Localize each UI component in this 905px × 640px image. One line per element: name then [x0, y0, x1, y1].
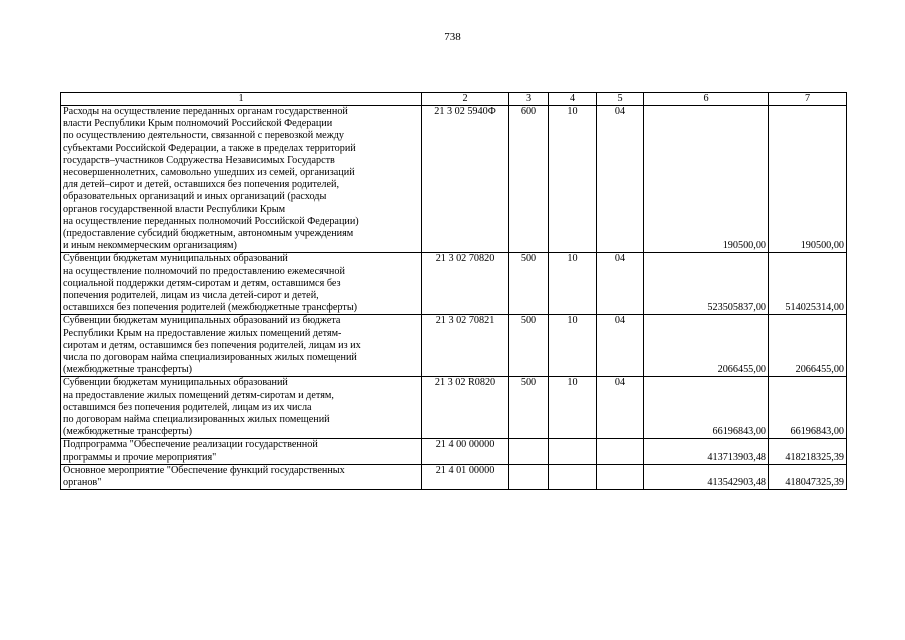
- row-subsection: [597, 439, 644, 464]
- row-section: 10: [549, 106, 597, 253]
- table-row: [61, 106, 847, 253]
- header-cell-5: 5: [597, 93, 644, 106]
- row-expense-type: 500: [509, 315, 549, 377]
- row-amount-col6: 2066455,00: [644, 315, 769, 377]
- row-expense-type: 500: [509, 253, 549, 315]
- row-target-code: 21 3 02 70821: [422, 315, 509, 377]
- row-section: [549, 439, 597, 464]
- row-subsection: 04: [597, 106, 644, 253]
- row-description: Подпрограмма "Обеспечение реализации государственной программы и прочие мероприятия": [61, 439, 422, 464]
- row-target-code: 21 3 02 70820: [422, 253, 509, 315]
- page-number: 738: [444, 31, 461, 43]
- row-expense-type: [509, 464, 549, 489]
- table-row: [61, 377, 847, 439]
- row-amount-col7: 2066455,00: [769, 315, 847, 377]
- row-amount-col7: 190500,00: [769, 106, 847, 253]
- table-row: [61, 464, 847, 489]
- row-target-code: 21 3 02 5940Ф: [422, 106, 509, 253]
- row-section: 10: [549, 377, 597, 439]
- row-description: Субвенции бюджетам муниципальных образований на осуществление полномочий по предоставлению ежемесячной социальной поддержки детям-сиротам и детям, оставшимся без попечения родителей, лицам из числа детей-сирот и детей, оставшихся без попечения родителей (межбюджетные трансферты): [61, 253, 422, 315]
- row-section: 10: [549, 253, 597, 315]
- table-row: [61, 253, 847, 315]
- header-cell-4: 4: [549, 93, 597, 106]
- row-amount-col7: 418218325,39: [769, 439, 847, 464]
- row-amount-col7: 514025314,00: [769, 253, 847, 315]
- row-subsection: 04: [597, 377, 644, 439]
- table-header-row: [61, 93, 847, 106]
- row-amount-col6: 66196843,00: [644, 377, 769, 439]
- row-description: Субвенции бюджетам муниципальных образований из бюджета Республики Крым на предоставление жилых помещений детям- сиротам и детям, оставшимся без попечения родителей, лицам из их числа по договорам найма специализированных жилых помещений (межбюджетные трансферты): [61, 315, 422, 377]
- header-cell-3: 3: [509, 93, 549, 106]
- table-row: [61, 315, 847, 377]
- row-expense-type: [509, 439, 549, 464]
- row-expense-type: 600: [509, 106, 549, 253]
- row-amount-col7: 66196843,00: [769, 377, 847, 439]
- row-description: Субвенции бюджетам муниципальных образований на предоставление жилых помещений детям-сиротам и детям, оставшимся без попечения родителей, лицам из их числа по договорам найма специализированных жилых помещений (межбюджетные трансферты): [61, 377, 422, 439]
- row-expense-type: 500: [509, 377, 549, 439]
- budget-table: [60, 92, 847, 490]
- row-target-code: 21 4 00 00000: [422, 439, 509, 464]
- row-description: Расходы на осуществление переданных органам государственной власти Республики Крым полномочий Российской Федерации по осуществлению деятельности, связанной с перевозкой между субъектами Российской Федерации, а также в пределах территорий государств–участников Содружества Независимых Государств несовершеннолетних, самовольно ушедших из семей, организаций для детей–сирот и детей, оставшихся без попечения родителей, образовательных организаций и иных организаций (расходы органов государственной власти Республики Крым на осуществление переданных полномочий Российской Федерации) (предоставление субсидий бюджетным, автономным учреждениям и иным некоммерческим организациям): [61, 106, 422, 253]
- header-cell-6: 6: [644, 93, 769, 106]
- row-description: Основное мероприятие "Обеспечение функций государственных органов": [61, 464, 422, 489]
- header-cell-1: 1: [61, 93, 422, 106]
- row-subsection: 04: [597, 253, 644, 315]
- row-amount-col6: 413542903,48: [644, 464, 769, 489]
- row-target-code: 21 4 01 00000: [422, 464, 509, 489]
- row-amount-col6: 523505837,00: [644, 253, 769, 315]
- row-subsection: [597, 464, 644, 489]
- header-cell-2: 2: [422, 93, 509, 106]
- row-section: 10: [549, 315, 597, 377]
- row-amount-col6: 413713903,48: [644, 439, 769, 464]
- row-amount-col6: 190500,00: [644, 106, 769, 253]
- table-row: [61, 439, 847, 464]
- header-cell-7: 7: [769, 93, 847, 106]
- row-section: [549, 464, 597, 489]
- row-subsection: 04: [597, 315, 644, 377]
- row-amount-col7: 418047325,39: [769, 464, 847, 489]
- row-target-code: 21 3 02 R0820: [422, 377, 509, 439]
